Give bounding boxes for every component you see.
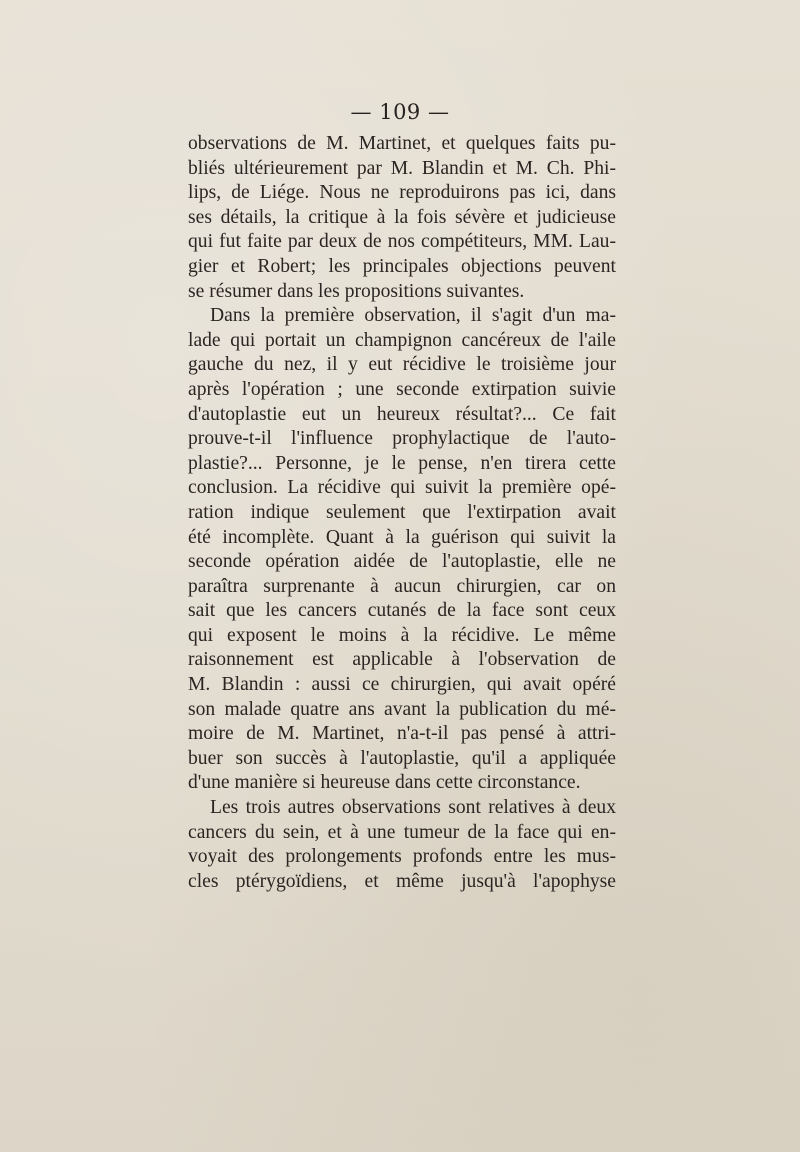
- text-line: conclusion. La récidive qui suivit la première opé-: [188, 477, 616, 499]
- text-line: ses détails, la critique à la fois sévère et judicieuse: [188, 206, 616, 228]
- text-line: d'une manière si heureuse dans cette circonstance.: [188, 772, 581, 794]
- text-line: raisonnement est applicable à l'observation de: [188, 649, 616, 671]
- text-line: paraîtra surprenante à aucun chirurgien, car on: [188, 575, 616, 597]
- text-line: cles ptérygoïdiens, et même jusqu'à l'apophyse: [188, 870, 616, 892]
- text-line: sait que les cancers cutanés de la face sont ceux: [188, 600, 616, 622]
- paragraph: [188, 304, 616, 796]
- text-line: prouve-t-il l'influence prophylactique de l'auto-: [188, 428, 616, 450]
- text-line: Les trois autres observations sont relatives à deux: [210, 797, 616, 819]
- text-line: été incomplète. Quant à la guérison qui suivit la: [188, 526, 616, 548]
- text-line: seconde opération aidée de l'autoplastie, elle ne: [188, 551, 616, 573]
- paragraph: [188, 796, 616, 894]
- text-line: voyait des prolongements profonds entre les mus-: [188, 846, 616, 868]
- text-line: qui exposent le moins à la récidive. Le même: [188, 624, 616, 646]
- text-line: M. Blandin : aussi ce chirurgien, qui avait opéré: [188, 674, 616, 696]
- text-line: observations de M. Martinet, et quelques faits pu-: [188, 133, 616, 154]
- text-line: gier et Robert; les principales objections peuvent: [188, 255, 616, 277]
- text-line: se résumer dans les propositions suivantes.: [188, 280, 525, 302]
- text-line: après l'opération ; une seconde extirpation suivie: [188, 378, 616, 400]
- text-line: gauche du nez, il y eut récidive le troisième jour: [188, 354, 616, 376]
- text-line: d'autoplastie eut un heureux résultat?... Ce fait: [188, 403, 616, 425]
- paragraph: [188, 132, 616, 304]
- text-line: lips, de Liége. Nous ne reproduirons pas ici, dans: [188, 182, 616, 204]
- text-line: ration indique seulement que l'extirpation avait: [188, 501, 616, 523]
- text-line: plastie?... Personne, je le pense, n'en tirera cette: [188, 452, 616, 474]
- body-text: [188, 132, 616, 894]
- text-line: Dans la première observation, il s'agit d'un ma-: [210, 305, 616, 327]
- text-line: buer son succès à l'autoplastie, qu'il a appliquée: [188, 747, 616, 769]
- page-number: — 109 —: [350, 100, 450, 124]
- text-line: cancers du sein, et à une tumeur de la face qui en-: [188, 821, 616, 843]
- text-line: son malade quatre ans avant la publication du mé-: [188, 698, 616, 720]
- text-line: qui fut faite par deux de nos compétiteurs, MM. Lau-: [188, 231, 616, 253]
- text-line: moire de M. Martinet, n'a-t-il pas pensé à attri-: [188, 723, 616, 745]
- text-line: bliés ultérieurement par M. Blandin et M. Ch. Phi-: [188, 157, 616, 179]
- text-line: lade qui portait un champignon cancéreux de l'aile: [188, 329, 616, 351]
